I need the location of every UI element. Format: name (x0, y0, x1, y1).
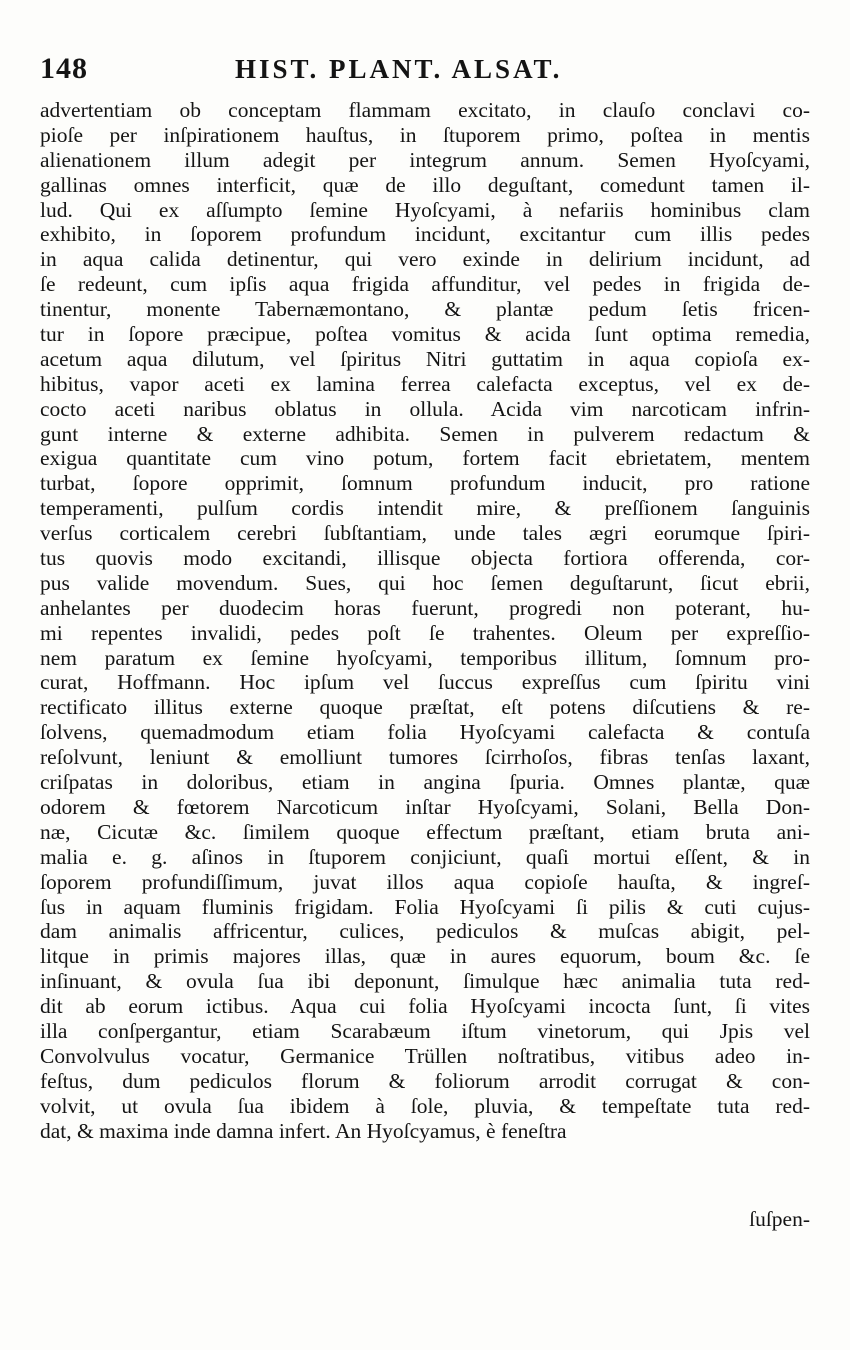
text-line: advertentiam ob conceptam flammam excitato, in clauſo conclavi co- (40, 98, 810, 122)
text-line: gunt interne & externe adhibita. Semen in pulverem redactum & (40, 421, 810, 446)
page-header (40, 52, 810, 92)
text-line: litque in primis majores illas, quæ in aures equorum, boum &c. ſe (40, 944, 810, 969)
text-line: lud. Qui ex aſſumpto ſemine Hyoſcyami, à nefariis hominibus clam (40, 197, 810, 222)
text-line: ſolvens, quemadmodum etiam folia Hyoſcyami calefacta & contuſa (40, 720, 810, 745)
text-line: dat, & maxima inde damna infert. An Hyoſcyamus, è feneſtra (40, 1118, 567, 1143)
text-line: tur in ſopore præcipue, poſtea vomitus & acida ſunt optima remedia, (40, 322, 810, 347)
text-line: criſpatas in doloribus, etiam in angina ſpuria. Omnes plantæ, quæ (40, 770, 810, 795)
text-line: næ, Cicutæ &c. ſimilem quoque effectum præſtant, etiam bruta ani- (40, 819, 810, 844)
text-line: volvit, ut ovula ſua ibidem à ſole, pluvia, & tempeſtate tuta red- (40, 1093, 810, 1118)
running-head: HIST. PLANT. ALSAT. (235, 54, 563, 84)
text-line: ſus in aquam fluminis frigidam. Folia Hyoſcyami ſi pilis & cuti cujus- (40, 894, 810, 919)
text-line: feſtus, dum pediculos florum & foliorum arrodit corrugat & con- (40, 1068, 810, 1093)
text-line: dam animalis affricentur, culices, pediculos & muſcas abigit, pel- (40, 919, 810, 944)
text-line: exhibito, in ſoporem profundum incidunt, excitantur cum illis pedes (40, 222, 810, 247)
text-line: cocto aceti naribus oblatus in ollula. Acida vim narcoticam infrin- (40, 396, 810, 421)
text-line: tinentur, monente Tabernæmontano, & plantæ pedum ſetis fricen- (40, 297, 810, 322)
text-line: rectificato illitus externe quoque præſtat, eſt potens diſcutiens & re- (40, 695, 810, 720)
body-text (40, 98, 810, 1143)
text-line: nem paratum ex ſemine hyoſcyami, temporibus illitum, ſomnum pro- (40, 645, 810, 670)
text-line: inſinuant, & ovula ſua ibi deponunt, ſimulque hæc animalia tuta red- (40, 969, 810, 994)
text-line: ſoporem profundiſſimum, juvat illos aqua copioſe hauſta, & ingreſ- (40, 869, 810, 894)
text-line: alienationem illum adegit per integrum annum. Semen Hyoſcyami, (40, 147, 810, 172)
text-line: in aqua calida detinentur, qui vero exinde in delirium incidunt, ad (40, 247, 810, 272)
text-line: exigua quantitate cum vino potum, fortem facit ebrietatem, mentem (40, 446, 810, 471)
text-line: hibitus, vapor aceti ex lamina ferrea calefacta exceptus, vel ex de- (40, 371, 810, 396)
text-line: Convolvulus vocatur, Germanice Trüllen noſtratibus, vitibus adeo in- (40, 1043, 810, 1068)
text-line: gallinas omnes interficit, quæ de illo deguſtant, comedunt tamen il- (40, 172, 810, 197)
text-line: pus valide movendum. Sues, qui hoc ſemen deguſtarunt, ſicut ebrii, (40, 570, 810, 595)
text-line: anhelantes per duodecim horas fuerunt, progredi non poterant, hu- (40, 595, 810, 620)
text-line: curat, Hoffmann. Hoc ipſum vel ſuccus expreſſus cum ſpiritu vini (40, 670, 810, 695)
text-line: mi repentes invalidi, pedes poſt ſe trahentes. Oleum per expreſſio- (40, 620, 810, 645)
text-line: turbat, ſopore opprimit, ſomnum profundum inducit, pro ratione (40, 471, 810, 496)
text-line: verſus corticalem cerebri ſubſtantiam, unde tales ægri eorumque ſpiri- (40, 521, 810, 546)
page-number: 148 (40, 52, 88, 85)
text-line: acetum aqua dilutum, vel ſpiritus Nitri guttatim in aqua copioſa ex- (40, 346, 810, 371)
text-line: dit ab eorum ictibus. Aqua cui folia Hyoſcyami incocta ſunt, ſi vites (40, 994, 810, 1019)
text-line: odorem & fœtorem Narcoticum inſtar Hyoſcyami, Solani, Bella Don- (40, 794, 810, 819)
text-line: reſolvunt, leniunt & emolliunt tumores ſcirrhoſos, fibras tenſas laxant, (40, 745, 810, 770)
text-line: pioſe per inſpirationem hauſtus, in ſtuporem primo, poſtea in mentis (40, 122, 810, 147)
text-line: illa conſpergantur, etiam Scarabæum iſtum vinetorum, qui Jpis vel (40, 1018, 810, 1043)
text-line: malia e. g. aſinos in ſtuporem conjiciunt, quaſi mortui eſſent, & in (40, 844, 810, 869)
text-line: ſe redeunt, cum ipſis aqua frigida affunditur, vel pedes in frigida de- (40, 272, 810, 297)
catchword: ſuſpen- (749, 1207, 810, 1231)
text-line: tus quovis modo excitandi, illisque objecta fortiora offerenda, cor- (40, 546, 810, 571)
text-line: temperamenti, pulſum cordis intendit mire, & preſſionem ſanguinis (40, 496, 810, 521)
